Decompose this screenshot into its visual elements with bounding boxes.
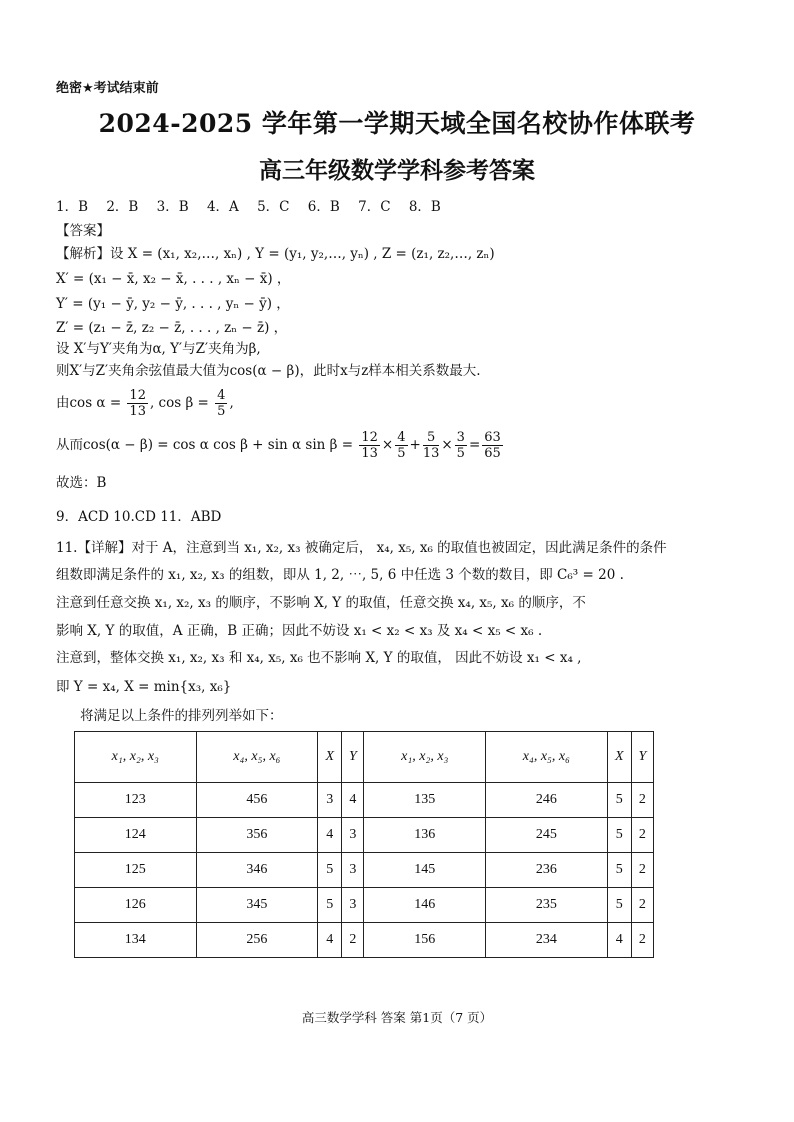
table-cell: 5: [318, 853, 342, 888]
answer-4: 4．A: [206, 199, 239, 215]
table-cell: 5: [607, 853, 631, 888]
table-cell: 2: [631, 888, 653, 923]
solution-line-4: Z′ = (z₁ − z̄, z₂ − z̄, . . . , zₙ − z̄) ，: [56, 320, 288, 336]
cos-alpha-prefix: 由cos α =: [56, 395, 126, 411]
table-cell: 2: [631, 818, 653, 853]
answer-3: 3．B: [156, 199, 189, 215]
q11-paragraph-5: 注意到，整体交换 x₁, x₂, x₃ 和 x₄, x₅, x₆ 也不影响 X, Y 的取值， 因此不妨设 x₁ < x₄ ,: [56, 650, 582, 666]
cos-beta-prefix: , cos β =: [149, 395, 214, 411]
table-cell: 345: [196, 888, 318, 923]
page-title: 2024-2025 学年第一学期天域全国名校协作体联考: [98, 109, 696, 138]
header-x456-b: x₄, x₅, x₆: [486, 732, 608, 783]
table-cell: 3: [342, 818, 364, 853]
multi-choice-answers: 9．ACD 10.CD 11．ABD: [56, 509, 222, 525]
solution-line-1: 【解析】设 X = (x₁, x₂,…, xₙ) , Y = (y₁, y₂,…, yₙ) , Z = (z₁, z₂,…, zₙ): [56, 246, 495, 262]
table-cell: 2: [631, 783, 653, 818]
confidential-label: 绝密★考试结束前: [56, 81, 159, 96]
table-cell: 136: [364, 818, 486, 853]
table-cell: 4: [342, 783, 364, 818]
table-cell: 156: [364, 923, 486, 958]
solution-line-6: 则X′与Z′夹角余弦值最大值为cos(α − β)，此时x与z样本相关系数最大.: [56, 363, 481, 379]
table-cell: 146: [364, 888, 486, 923]
table-cell: 245: [486, 818, 608, 853]
table-cell: 4: [318, 818, 342, 853]
table-cell: 123: [75, 783, 197, 818]
q11-paragraph-6: 即 Y = x₄, X = min{x₃, x₆}: [56, 679, 232, 695]
table-cell: 2: [631, 853, 653, 888]
fraction-d: $\frac{3}{5}$: [456, 430, 465, 461]
header-X-b: X: [607, 732, 631, 783]
table-cell: 2: [631, 923, 653, 958]
table-cell: 346: [196, 853, 318, 888]
page-footer: 高三数学学科 答案 第1页（7 页）: [301, 1010, 493, 1025]
table-row: [75, 783, 654, 818]
table-cell: 4: [607, 923, 631, 958]
table-cell: 235: [486, 888, 608, 923]
header-x123: x₁, x₂, x₃: [75, 732, 197, 783]
answer-5: 5．C: [257, 199, 290, 215]
table-cell: 234: [486, 923, 608, 958]
page-subtitle: 高三年级数学学科参考答案: [259, 157, 535, 184]
table-cell: 456: [196, 783, 318, 818]
q11-paragraph-1: 11.【详解】对于 A，注意到当 x₁, x₂, x₃ 被确定后， x₄, x₅, x₆ 的取值也被固定，因此满足条件的条件: [56, 540, 667, 556]
answer-8: 8．B: [408, 199, 441, 215]
header-Y: Y: [342, 732, 364, 783]
solution-line-7: 由cos α = $\frac{12}{13}$ , cos β = $\frac{4}{5}$ ,: [56, 388, 234, 419]
table-cell: 3: [342, 888, 364, 923]
answer-6: 6．B: [307, 199, 340, 215]
solution-line-8: 从而cos(α − β) = cos α cos β + sin α sin β = $\frac{12}{13}$ × $\frac{4}{5}$ + $\frac{5}{13}$ × $\frac{3}{5}$ = $\frac{63}{65}$: [56, 430, 501, 461]
fraction-b: $\frac{4}{5}$: [397, 430, 406, 461]
table-cell: 3: [342, 853, 364, 888]
table-row: [75, 853, 654, 888]
table-cell: 124: [75, 818, 197, 853]
fraction-12-13: $\frac{12}{13}$: [129, 388, 146, 419]
q11-paragraph-2: 组数即满足条件的 x₁, x₂, x₃ 的组数，即从 1, 2, ⋯, 5, 6 中任选 3 个数的数目，即 C₆³ = 20 .: [56, 567, 624, 583]
table-row: [75, 923, 654, 958]
enumeration-table: [74, 731, 654, 958]
table-cell: 4: [318, 923, 342, 958]
table-cell: 5: [607, 783, 631, 818]
table-row: [75, 888, 654, 923]
table-row: [75, 818, 654, 853]
fraction-result: $\frac{63}{65}$: [484, 430, 501, 461]
table-cell: 5: [607, 818, 631, 853]
table-cell: 236: [486, 853, 608, 888]
table-cell: 145: [364, 853, 486, 888]
table-cell: 3: [318, 783, 342, 818]
answer-2: 2．B: [106, 199, 139, 215]
table-cell: 2: [342, 923, 364, 958]
answer-1: 1．B: [56, 199, 89, 215]
fraction-4-5: $\frac{4}{5}$: [217, 388, 226, 419]
table-cell: 134: [75, 923, 197, 958]
fraction-c: $\frac{5}{13}$: [422, 430, 440, 461]
answer-tag: 【答案】: [56, 223, 110, 239]
table-cell: 5: [607, 888, 631, 923]
solution-line-2: X′ = (x₁ − x̄, x₂ − x̄, . . . , xₙ − x̄) ，: [56, 271, 291, 287]
table-cell: 246: [486, 783, 608, 818]
solution-line-5: 设 X′与Y′夹角为α, Y′与Z′夹角为β,: [56, 341, 261, 357]
fraction-a: $\frac{12}{13}$: [361, 430, 378, 461]
table-cell: 5: [318, 888, 342, 923]
solution-conclusion: 故选：B: [56, 475, 107, 491]
q11-paragraph-4: 影响 X, Y 的取值，A 正确，B 正确；因此不妨设 x₁ < x₂ < x₃ 及 x₄ < x₅ < x₆ .: [56, 623, 543, 639]
solution-line-3: Y′ = (y₁ − ȳ, y₂ − ȳ, . . . , yₙ − ȳ) ，: [56, 296, 290, 312]
choice-answers: [56, 198, 455, 216]
header-x123-b: x₁, x₂, x₃: [364, 732, 486, 783]
answer-7: 7．C: [358, 199, 391, 215]
q11-paragraph-7: 将满足以上条件的排列列举如下：: [80, 708, 283, 724]
table-cell: 256: [196, 923, 318, 958]
q11-paragraph-3: 注意到任意交换 x₁, x₂, x₃ 的顺序，不影响 X, Y 的取值，任意交换 x₄, x₅, x₆ 的顺序，不: [56, 595, 586, 611]
table-cell: 356: [196, 818, 318, 853]
table-cell: 125: [75, 853, 197, 888]
header-Y-b: Y: [631, 732, 653, 783]
table-cell: 126: [75, 888, 197, 923]
table-header-row: [75, 732, 654, 783]
header-x456: x₄, x₅, x₆: [196, 732, 318, 783]
header-X: X: [318, 732, 342, 783]
table-cell: 135: [364, 783, 486, 818]
